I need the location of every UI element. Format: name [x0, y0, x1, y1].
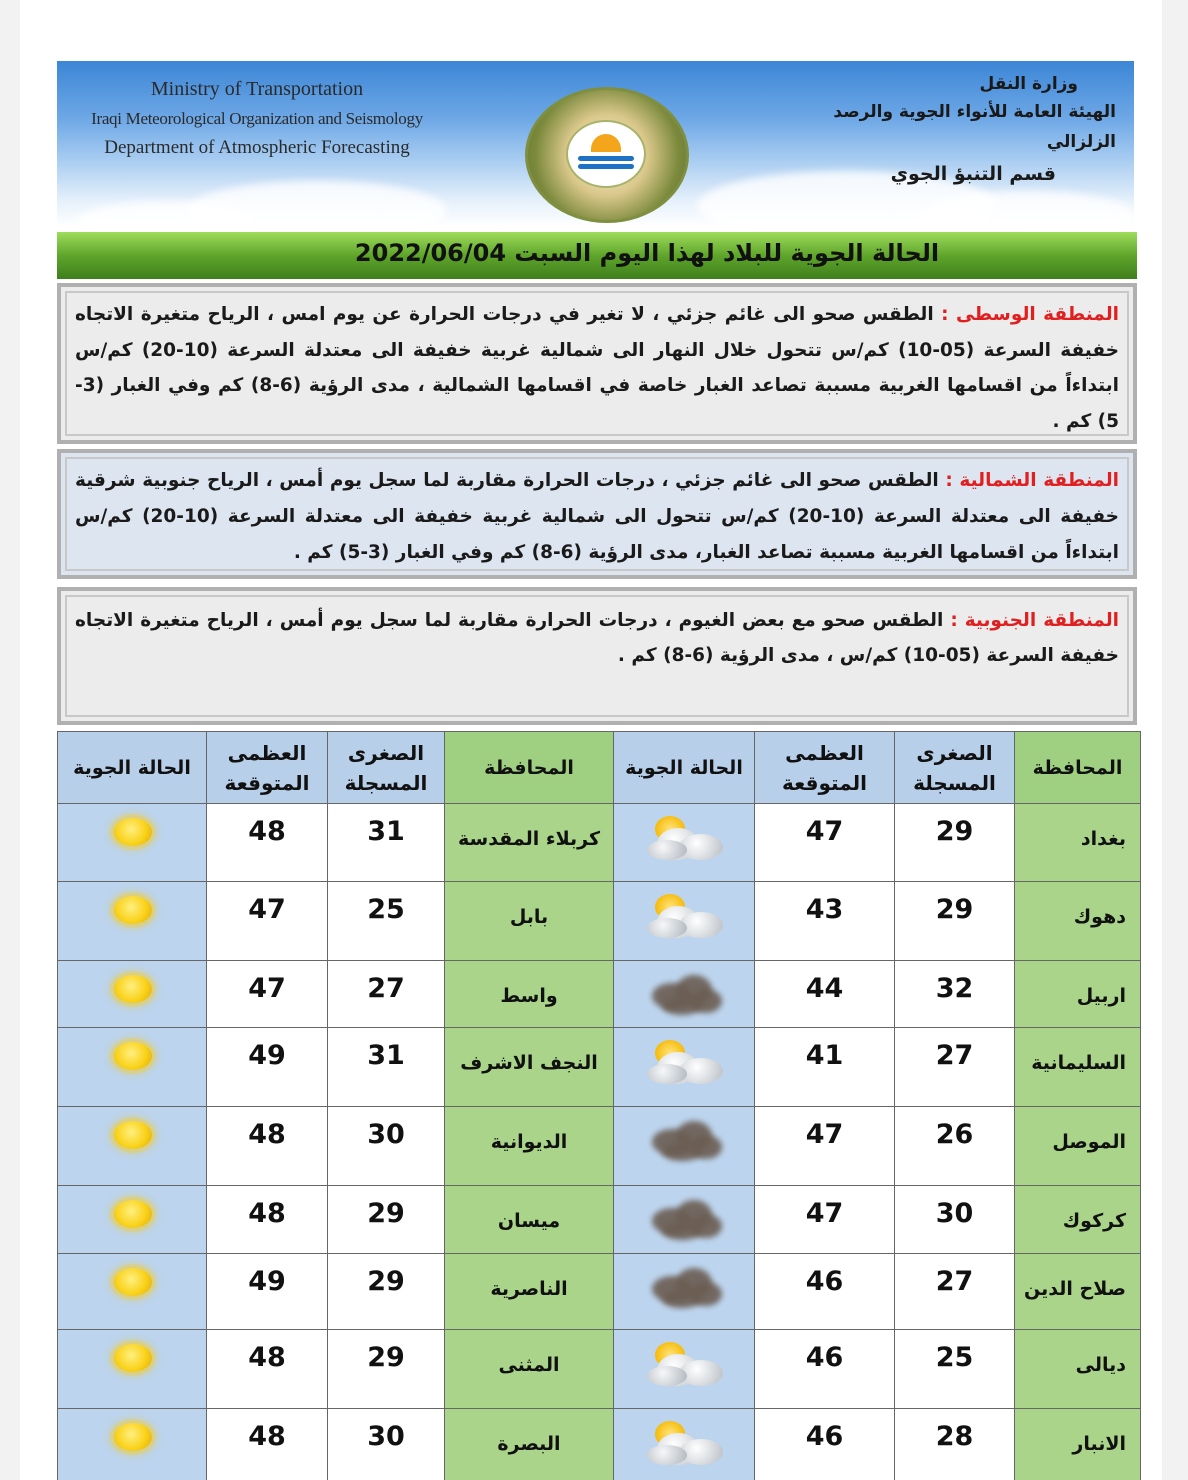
min-temp: 30 [367, 1119, 405, 1150]
province-name: بغداد [1080, 828, 1126, 850]
region-name: المنطقة الوسطى : [941, 304, 1119, 325]
min-temp-cell [328, 804, 445, 882]
max-temp: 48 [248, 1119, 286, 1150]
province-cell [445, 1107, 614, 1186]
min-temp-cell [895, 804, 1015, 882]
central-region-panel [57, 283, 1137, 444]
max-temp-cell [755, 1028, 895, 1107]
max-temp-cell [207, 1107, 328, 1186]
dust-icon [642, 1194, 728, 1246]
condition-cell [614, 961, 755, 1028]
province-name: كربلاء المقدسة [458, 828, 600, 850]
max-temp-cell [755, 1330, 895, 1409]
header-condition-left: الحالة الجوية [57, 731, 207, 804]
province-name: السليمانية [1031, 1052, 1126, 1074]
condition-cell [614, 1028, 755, 1107]
max-temp: 49 [248, 1266, 286, 1297]
partly-cloudy-icon [643, 1036, 727, 1088]
organization-seal-logo [525, 87, 689, 223]
province-cell [1015, 1330, 1141, 1409]
min-temp: 30 [935, 1198, 974, 1229]
province-cell [445, 1186, 614, 1254]
condition-cell [614, 1107, 755, 1186]
ar-department: قسم التنبؤ الجوي [890, 163, 1056, 185]
southern-region-panel [57, 587, 1137, 725]
en-ministry: Ministry of Transportation [150, 78, 364, 100]
condition-cell [57, 1028, 207, 1107]
province-cell [445, 1028, 614, 1107]
province-name: الموصل [1052, 1131, 1126, 1153]
min-temp-cell [328, 1107, 445, 1186]
max-temp-cell [207, 1254, 328, 1330]
min-temp: 30 [367, 1421, 405, 1452]
region-text: الطقس صحو الى غائم جزئي ، لا تغير في درجات الحرارة عن يوم امس ، الرياح متغيرة الاتجاه خفيفة السرعة (05-10) كم/س تتحول خلال النهار الى شمالية غربية خفيفة الى معتدلة السرعة (10-20) كم/س ابتداءاً من اقسامها الغربية مسببة تصاعد الغبار خاصة في اقسامها الشمالية ، مدى الرؤية (6-8) كم وفي الغبار (3-5) كم . [75, 304, 1119, 432]
province-cell [445, 961, 614, 1028]
province-name: صلاح الدين [1024, 1278, 1126, 1300]
min-temp: 25 [367, 894, 405, 925]
province-name: دهوك [1073, 906, 1126, 928]
province-name: واسط [500, 985, 558, 1007]
min-temp: 27 [367, 973, 405, 1004]
max-temp: 47 [805, 1198, 844, 1229]
min-temp-cell [328, 1409, 445, 1480]
min-temp-cell [895, 1107, 1015, 1186]
min-temp-cell [895, 1186, 1015, 1254]
forecast-table [57, 731, 1141, 1480]
province-name: الناصرية [490, 1278, 568, 1300]
min-temp-cell [328, 1186, 445, 1254]
province-cell [1015, 804, 1141, 882]
dust-icon [642, 969, 728, 1021]
condition-cell [57, 1409, 207, 1480]
header-banner [57, 61, 1134, 227]
en-organization: Iraqi Meteorological Organization and Seismology [91, 109, 423, 128]
condition-cell [614, 1330, 755, 1409]
partly-cloudy-icon [643, 812, 727, 864]
max-temp-cell [207, 804, 328, 882]
header-condition-right: الحالة الجوية [614, 731, 755, 804]
partly-cloudy-icon [643, 1417, 727, 1469]
region-text: الطقس صحو الى غائم جزئي ، درجات الحرارة مقاربة لما سجل يوم أمس ، الرياح جنوبية شرقية خفيفة الى معتدلة السرعة (10-20) كم/س تتحول الى شمالية غربية خفيفة الى معتدلة السرعة (10-20) كم/س ابتداءاً من اقسامها الغربية مسببة تصاعد الغبار، مدى الرؤية (6-8) كم وفي الغبار (3-5) كم . [75, 470, 1119, 563]
province-cell [1015, 961, 1141, 1028]
partly-cloudy-icon [643, 1338, 727, 1390]
header-province-left: المحافظة [445, 731, 614, 804]
max-temp-cell [207, 1186, 328, 1254]
province-cell [1015, 1409, 1141, 1480]
sun-icon [114, 1200, 152, 1228]
province-name: كركوك [1062, 1210, 1126, 1232]
province-cell [445, 1409, 614, 1480]
province-cell [1015, 1186, 1141, 1254]
max-temp: 47 [805, 1119, 844, 1150]
min-temp: 28 [935, 1421, 974, 1452]
partly-cloudy-icon [643, 890, 727, 942]
max-temp: 46 [805, 1342, 844, 1373]
header-province-right: المحافظة [1015, 731, 1141, 804]
condition-cell [57, 1186, 207, 1254]
province-name: النجف الاشرف [460, 1052, 598, 1074]
max-temp: 43 [805, 894, 844, 925]
max-temp: 47 [248, 894, 286, 925]
condition-cell [57, 804, 207, 882]
sun-icon [114, 1268, 152, 1296]
ar-organization: الهيئة العامة للأنواء الجوية والرصد الزلزالي [833, 102, 1116, 152]
min-temp-cell [895, 1254, 1015, 1330]
min-temp: 31 [367, 1040, 405, 1071]
province-cell [445, 882, 614, 961]
condition-cell [57, 1254, 207, 1330]
min-temp: 32 [935, 973, 974, 1004]
province-cell [1015, 1254, 1141, 1330]
max-temp-cell [755, 1409, 895, 1480]
ar-ministry: وزارة النقل [979, 74, 1078, 94]
min-temp-cell [895, 882, 1015, 961]
english-header [57, 75, 457, 162]
min-temp-cell [328, 1028, 445, 1107]
min-temp: 29 [367, 1266, 405, 1297]
northern-region-panel [57, 449, 1137, 579]
province-name: الانبار [1072, 1433, 1126, 1455]
max-temp: 47 [248, 973, 286, 1004]
min-temp-cell [328, 882, 445, 961]
min-temp: 27 [935, 1040, 974, 1071]
province-name: ميسان [497, 1210, 561, 1232]
condition-cell [57, 961, 207, 1028]
condition-cell [57, 882, 207, 961]
condition-cell [57, 1107, 207, 1186]
dust-icon [642, 1115, 728, 1167]
title-bar [57, 232, 1137, 279]
max-temp: 41 [805, 1040, 844, 1071]
province-name: ديالى [1075, 1354, 1126, 1376]
sun-icon [114, 1042, 152, 1070]
arabic-header [776, 71, 1116, 191]
province-name: البصرة [497, 1433, 561, 1455]
condition-cell [57, 1330, 207, 1409]
en-department: Department of Atmospheric Forecasting [104, 137, 410, 158]
sun-icon [114, 818, 152, 846]
max-temp-cell [207, 882, 328, 961]
condition-cell [614, 1186, 755, 1254]
min-temp: 26 [935, 1119, 974, 1150]
max-temp: 48 [248, 1421, 286, 1452]
max-temp-cell [207, 1409, 328, 1480]
condition-cell [614, 804, 755, 882]
max-temp-cell [207, 1330, 328, 1409]
min-temp-cell [328, 961, 445, 1028]
condition-cell [614, 882, 755, 961]
max-temp: 48 [248, 1198, 286, 1229]
province-name: المثنى [498, 1354, 560, 1376]
region-text: الطقس صحو مع بعض الغيوم ، درجات الحرارة مقاربة لما سجل يوم أمس ، الرياح متغيرة الاتجاه خفيفة السرعة (05-10) كم/س ، مدى الرؤية (6-8) كم . [75, 610, 1119, 666]
min-temp: 31 [367, 816, 405, 847]
header-min-left: الصغرى المسجلة [328, 731, 445, 804]
condition-cell [614, 1409, 755, 1480]
max-temp: 44 [805, 973, 844, 1004]
min-temp-cell [328, 1254, 445, 1330]
page-title: الحالة الجوية للبلاد لهذا اليوم السبت 2022/06/04 [354, 239, 940, 267]
max-temp: 46 [805, 1266, 844, 1297]
header-max-right: العظمى المتوقعة [755, 731, 895, 804]
sun-icon [114, 975, 152, 1003]
max-temp-cell [755, 961, 895, 1028]
min-temp: 25 [935, 1342, 974, 1373]
province-cell [445, 1330, 614, 1409]
province-cell [1015, 882, 1141, 961]
province-cell [1015, 1107, 1141, 1186]
max-temp-cell [207, 1028, 328, 1107]
min-temp-cell [895, 1028, 1015, 1107]
sun-icon [114, 1121, 152, 1149]
max-temp: 47 [805, 816, 844, 847]
province-name: الديوانية [490, 1131, 568, 1153]
province-name: اربيل [1076, 985, 1126, 1007]
sun-icon [114, 896, 152, 924]
dust-icon [642, 1262, 728, 1314]
min-temp-cell [895, 1409, 1015, 1480]
min-temp: 29 [367, 1342, 405, 1373]
sun-icon [114, 1344, 152, 1372]
max-temp-cell [755, 1254, 895, 1330]
max-temp-cell [755, 1107, 895, 1186]
min-temp: 29 [935, 816, 974, 847]
province-cell [445, 804, 614, 882]
min-temp: 29 [367, 1198, 405, 1229]
max-temp-cell [755, 882, 895, 961]
max-temp: 48 [248, 1342, 286, 1373]
province-cell [445, 1254, 614, 1330]
sun-icon [114, 1423, 152, 1451]
min-temp-cell [895, 1330, 1015, 1409]
region-name: المنطقة الشمالية : [945, 470, 1119, 491]
max-temp: 48 [248, 816, 286, 847]
max-temp: 49 [248, 1040, 286, 1071]
max-temp-cell [755, 804, 895, 882]
region-name: المنطقة الجنوبية : [950, 610, 1119, 631]
min-temp: 29 [935, 894, 974, 925]
min-temp-cell [328, 1330, 445, 1409]
min-temp: 27 [935, 1266, 974, 1297]
province-cell [1015, 1028, 1141, 1107]
max-temp: 46 [805, 1421, 844, 1452]
max-temp-cell [207, 961, 328, 1028]
province-name: بابل [509, 906, 549, 928]
header-max-left: العظمى المتوقعة [207, 731, 328, 804]
min-temp-cell [895, 961, 1015, 1028]
max-temp-cell [755, 1186, 895, 1254]
condition-cell [614, 1254, 755, 1330]
header-min-right: الصغرى المسجلة [895, 731, 1015, 804]
